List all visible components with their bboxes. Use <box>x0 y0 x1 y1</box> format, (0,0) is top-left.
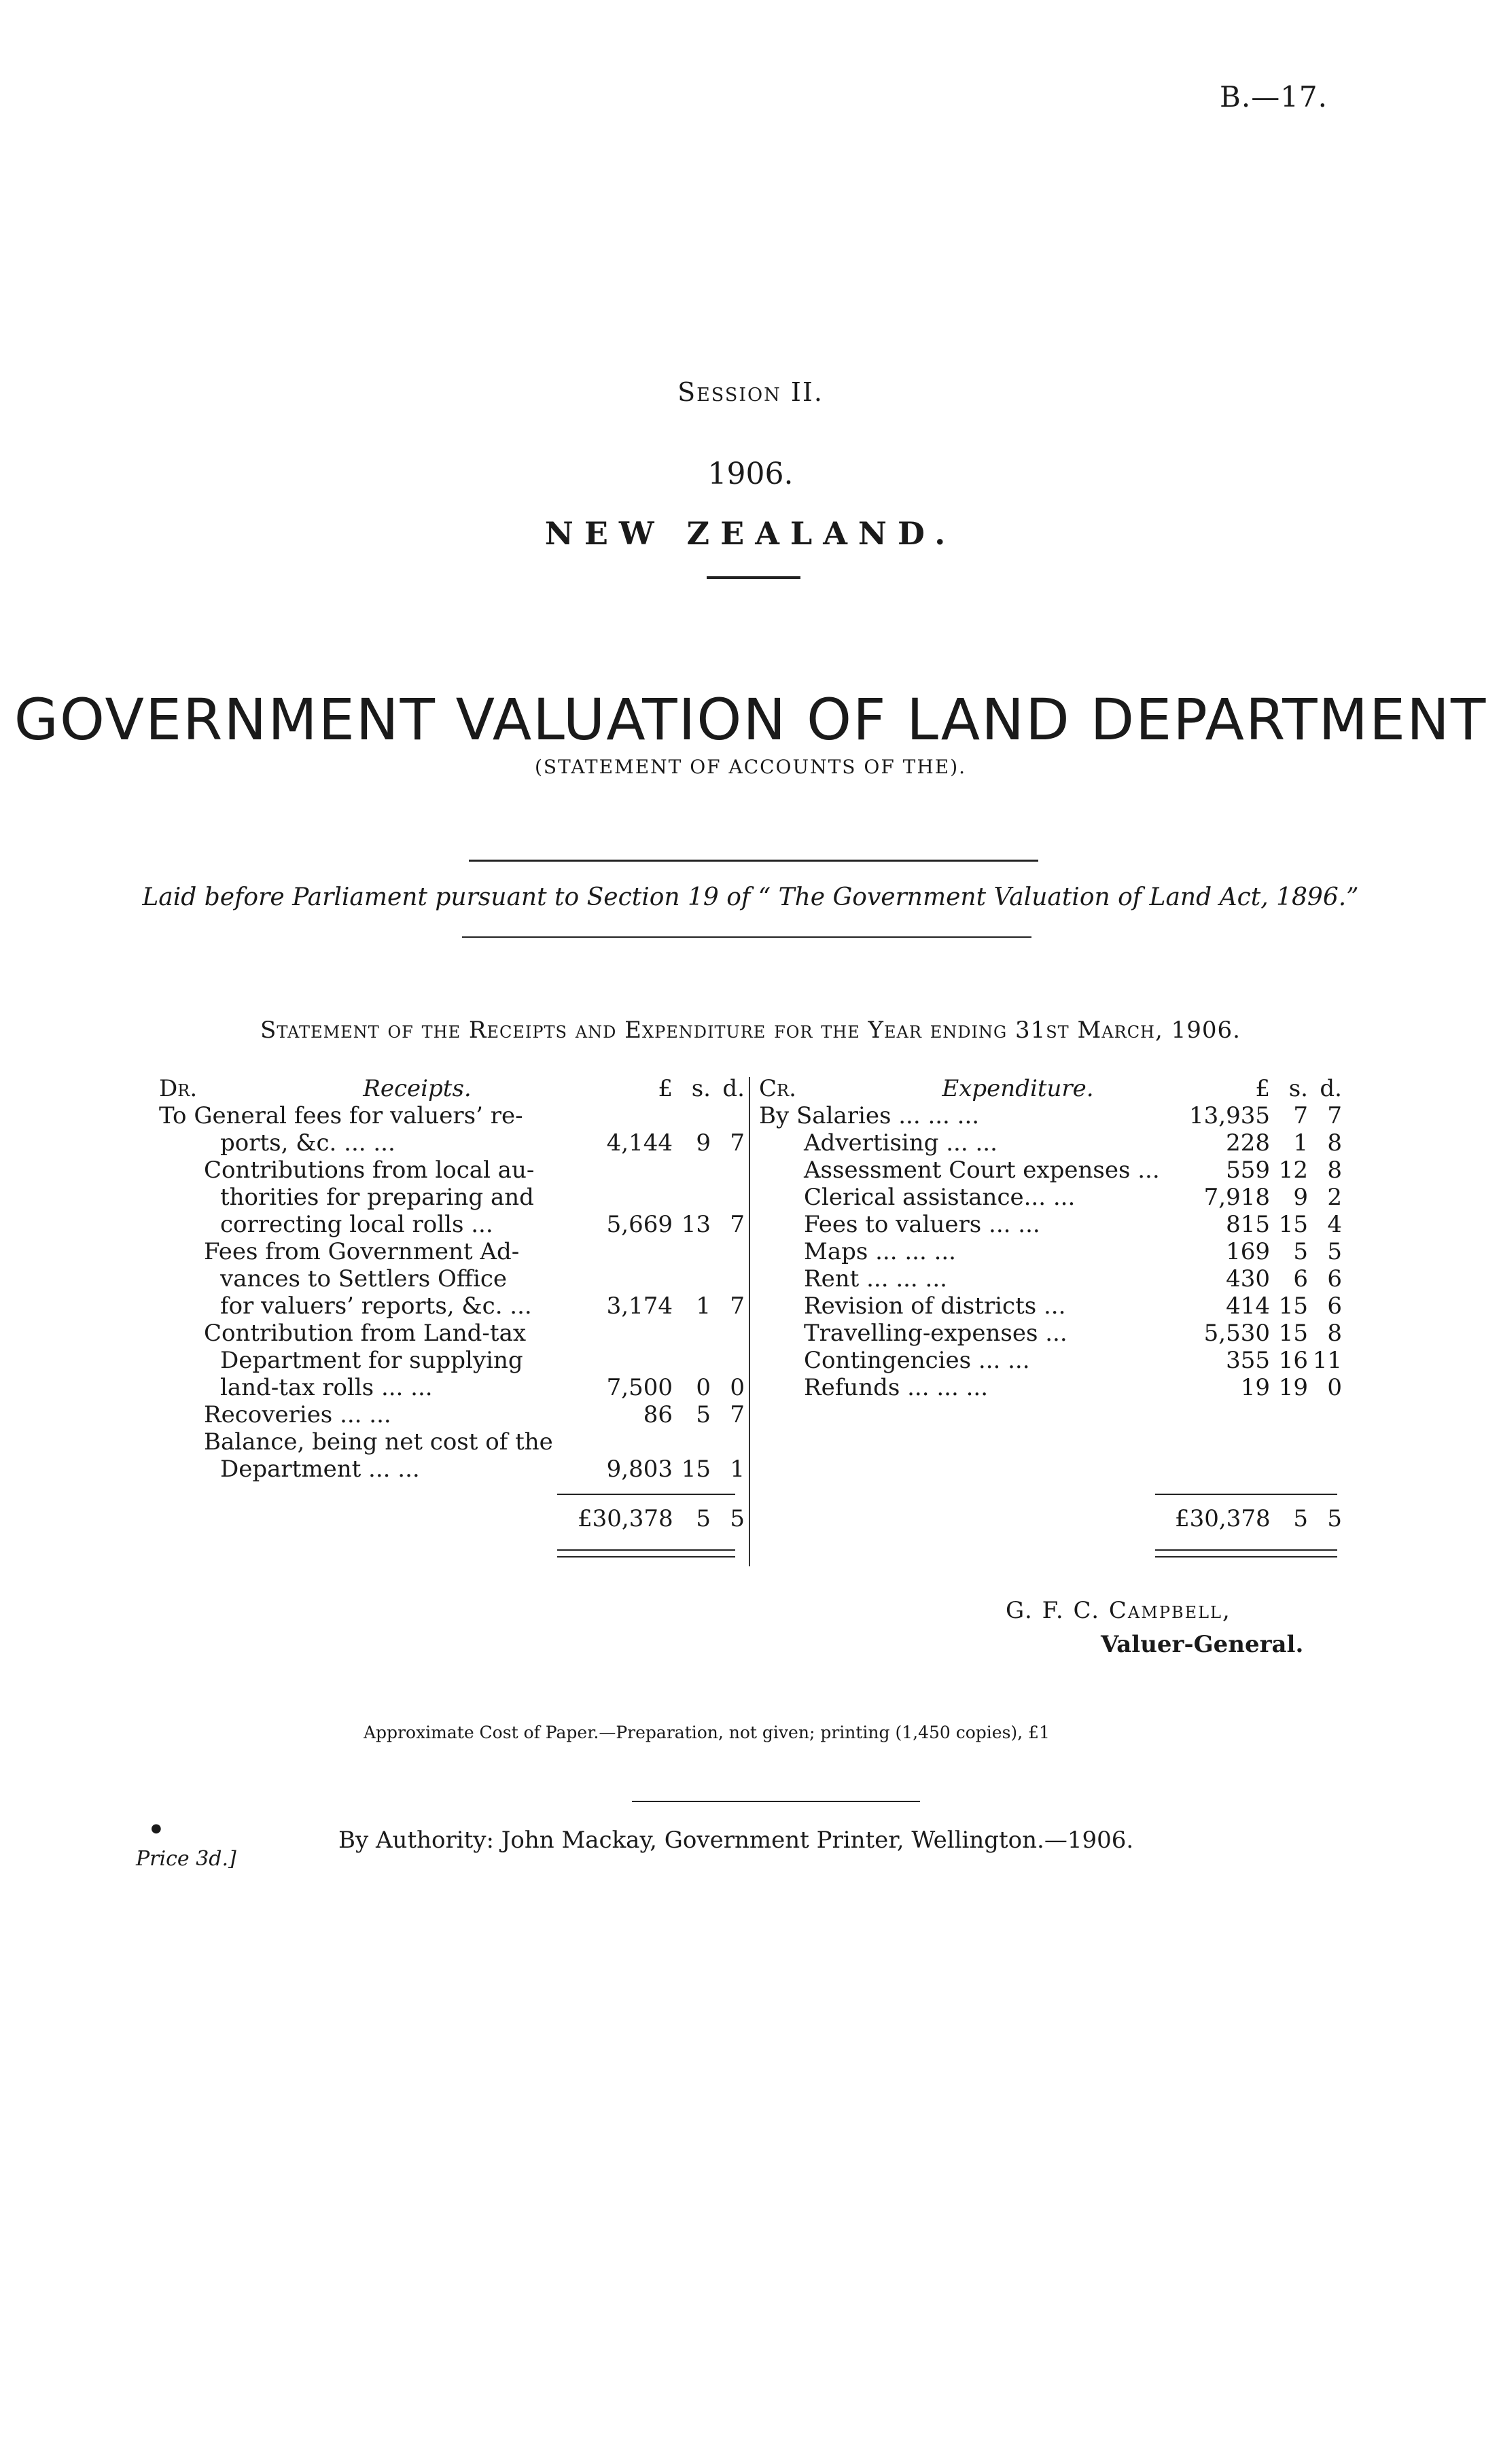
row-pounds: 3,174 <box>606 1292 673 1320</box>
table-row <box>759 1157 1342 1184</box>
row-description: land-tax rolls ... ... <box>220 1374 433 1401</box>
table-row <box>159 1374 745 1401</box>
row-description: Assessment Court expenses ... <box>804 1157 1160 1184</box>
row-pounds: 169 <box>1226 1238 1270 1265</box>
row-shillings: 15 <box>1278 1292 1308 1320</box>
receipts-total-pence: 5 <box>730 1505 745 1532</box>
row-shillings: 1 <box>696 1292 711 1320</box>
expenditure-total-shillings: 5 <box>1293 1505 1308 1532</box>
receipts-header-row <box>159 1075 745 1102</box>
row-shillings: 5 <box>696 1401 711 1428</box>
row-pence: 4 <box>1327 1211 1342 1238</box>
row-pounds: 86 <box>643 1401 673 1428</box>
expenditure-total-rule-bottom-2 <box>1155 1556 1337 1557</box>
row-pounds: 5,669 <box>606 1211 673 1238</box>
row-pence: 8 <box>1327 1320 1342 1347</box>
row-shillings: 15 <box>1278 1211 1308 1238</box>
expenditure-total-pounds: £30,378 <box>1175 1505 1271 1532</box>
laid-before-statement: Laid before Parliament pursuant to Section 19 of “ The Government Valuation of Land Act, 1896.” <box>142 883 1359 911</box>
table-row <box>159 1401 745 1428</box>
table-row <box>759 1320 1342 1347</box>
row-pounds: 559 <box>1226 1157 1270 1184</box>
table-row <box>159 1292 745 1320</box>
table-row <box>159 1347 745 1374</box>
row-shillings: 0 <box>696 1374 711 1401</box>
table-row <box>159 1428 745 1456</box>
row-pounds: 7,500 <box>606 1374 673 1401</box>
printer-imprint: By Authority: John Mackay, Government Printer, Wellington.—1906. <box>338 1827 1134 1854</box>
row-pence: 7 <box>730 1292 745 1320</box>
row-description: Contingencies ... ... <box>804 1347 1030 1374</box>
table-row <box>159 1238 745 1265</box>
expenditure-total-rule-top <box>1155 1494 1337 1495</box>
table-row <box>759 1102 1342 1129</box>
document-code: B.—17. <box>1219 80 1328 113</box>
year: 1906. <box>707 457 794 491</box>
row-description: Fees to valuers ... ... <box>804 1211 1040 1238</box>
row-shillings: 12 <box>1278 1157 1308 1184</box>
row-pence: 1 <box>730 1456 745 1483</box>
row-pounds: 4,144 <box>606 1129 673 1157</box>
row-description: Department ... ... <box>220 1456 420 1483</box>
row-description: Balance, being net cost of the <box>204 1428 553 1456</box>
column-divider <box>749 1077 750 1566</box>
expenditure-total-rule-bottom <box>1155 1549 1337 1551</box>
row-pounds: 430 <box>1226 1265 1270 1292</box>
row-pounds: 815 <box>1226 1211 1270 1238</box>
price-label: Price 3d.] <box>136 1847 236 1871</box>
row-pence: 0 <box>1327 1374 1342 1401</box>
statement-heading: Statement of the Receipts and Expenditure for the Year ending 31st March, 1906. <box>260 1017 1241 1044</box>
row-pence: 7 <box>730 1129 745 1157</box>
table-row <box>159 1320 745 1347</box>
receipts-total-rule-top <box>557 1494 735 1495</box>
row-description: Clerical assistance... ... <box>804 1184 1076 1211</box>
table-row <box>159 1129 745 1157</box>
dr-label: Dr. <box>159 1075 198 1102</box>
row-shillings: 15 <box>681 1456 711 1483</box>
pounds-column-header: £ <box>658 1075 673 1102</box>
signer-name: G. F. C. Campbell, <box>1006 1597 1231 1624</box>
row-pounds: 414 <box>1226 1292 1270 1320</box>
row-shillings: 9 <box>696 1129 711 1157</box>
document-title: GOVERNMENT VALUATION OF LAND DEPARTMENT <box>14 686 1487 753</box>
row-pence: 7 <box>730 1211 745 1238</box>
table-row <box>159 1102 745 1129</box>
row-description: Fees from Government Ad- <box>204 1238 520 1265</box>
document-subtitle: (STATEMENT OF ACCOUNTS OF THE). <box>534 756 967 778</box>
table-row <box>159 1456 745 1483</box>
row-shillings: 7 <box>1293 1102 1308 1129</box>
row-description: correcting local rolls ... <box>220 1211 493 1238</box>
row-pounds: 9,803 <box>606 1456 673 1483</box>
row-pence: 11 <box>1312 1347 1342 1374</box>
row-description: Recoveries ... ... <box>204 1401 391 1428</box>
row-shillings: 5 <box>1293 1238 1308 1265</box>
row-description: Contribution from Land-tax <box>204 1320 527 1347</box>
country-name: NEW ZEALAND. <box>544 515 957 552</box>
receipts-total-rule-bottom <box>557 1549 735 1551</box>
receipts-title: Receipts. <box>363 1075 472 1102</box>
row-pence: 0 <box>730 1374 745 1401</box>
row-description: Maps ... ... ... <box>804 1238 956 1265</box>
table-row <box>759 1347 1342 1374</box>
table-row <box>159 1211 745 1238</box>
cost-of-paper-note: Approximate Cost of Paper.—Preparation, not given; printing (1,450 copies), £1 <box>364 1723 1050 1742</box>
pounds-column-header: £ <box>1255 1075 1270 1102</box>
row-pounds: 13,935 <box>1189 1102 1270 1129</box>
expenditure-header-row <box>759 1075 1342 1102</box>
row-pence: 6 <box>1327 1292 1342 1320</box>
row-pounds: 7,918 <box>1203 1184 1270 1211</box>
table-row <box>759 1238 1342 1265</box>
table-row <box>159 1157 745 1184</box>
row-pence: 8 <box>1327 1157 1342 1184</box>
row-description: Advertising ... ... <box>804 1129 997 1157</box>
row-pence: 6 <box>1327 1265 1342 1292</box>
row-pence: 7 <box>730 1401 745 1428</box>
row-description: ports, &c. ... ... <box>220 1129 395 1157</box>
table-row <box>759 1211 1342 1238</box>
row-pence: 2 <box>1327 1184 1342 1211</box>
row-shillings: 16 <box>1278 1347 1308 1374</box>
pence-column-header: d. <box>722 1075 745 1102</box>
row-pence: 8 <box>1327 1129 1342 1157</box>
receipts-total-rule-bottom-2 <box>557 1556 735 1557</box>
row-description: vances to Settlers Office <box>220 1265 508 1292</box>
short-rule <box>707 576 800 579</box>
expenditure-table <box>759 1075 1342 1401</box>
row-pounds: 228 <box>1226 1129 1270 1157</box>
cr-label: Cr. <box>759 1075 796 1102</box>
session-label: Session II. <box>677 377 824 407</box>
pence-column-header: d. <box>1320 1075 1342 1102</box>
row-shillings: 6 <box>1293 1265 1308 1292</box>
table-row <box>759 1129 1342 1157</box>
receipts-total <box>578 1505 745 1532</box>
shillings-column-header: s. <box>1288 1075 1308 1102</box>
receipts-table <box>159 1075 745 1483</box>
shillings-column-header: s. <box>691 1075 711 1102</box>
row-pounds: 355 <box>1226 1347 1270 1374</box>
row-description: Rent ... ... ... <box>804 1265 947 1292</box>
row-description: thorities for preparing and <box>220 1184 534 1211</box>
row-pence: 5 <box>1327 1238 1342 1265</box>
table-row <box>159 1184 745 1211</box>
table-row <box>159 1265 745 1292</box>
expenditure-total-pence: 5 <box>1327 1505 1342 1532</box>
imprint-rule <box>632 1801 920 1802</box>
row-shillings: 13 <box>681 1211 711 1238</box>
row-description: By Salaries ... ... ... <box>759 1102 980 1129</box>
row-pence: 7 <box>1327 1102 1342 1129</box>
rule-above-laid <box>469 860 1038 862</box>
row-pounds: 5,530 <box>1203 1320 1270 1347</box>
rule-below-laid <box>462 936 1031 938</box>
row-shillings: 9 <box>1293 1184 1308 1211</box>
row-description: Contributions from local au- <box>204 1157 535 1184</box>
signer-title: Valuer-General. <box>1101 1631 1304 1658</box>
row-description: Refunds ... ... ... <box>804 1374 989 1401</box>
bullet-mark: ● <box>151 1821 162 1835</box>
receipts-total-shillings: 5 <box>696 1505 711 1532</box>
row-description: Travelling-expenses ... <box>804 1320 1067 1347</box>
row-shillings: 15 <box>1278 1320 1308 1347</box>
receipts-total-pounds: £30,378 <box>578 1505 673 1532</box>
row-description: Revision of districts ... <box>804 1292 1066 1320</box>
table-row <box>759 1265 1342 1292</box>
row-description: for valuers’ reports, &c. ... <box>220 1292 532 1320</box>
expenditure-total <box>1175 1505 1342 1532</box>
table-row <box>759 1374 1342 1401</box>
row-pounds: 19 <box>1240 1374 1270 1401</box>
row-shillings: 1 <box>1293 1129 1308 1157</box>
row-shillings: 19 <box>1278 1374 1308 1401</box>
expenditure-title: Expenditure. <box>942 1075 1094 1102</box>
table-row <box>759 1184 1342 1211</box>
row-description: To General fees for valuers’ re- <box>159 1102 523 1129</box>
table-row <box>759 1292 1342 1320</box>
row-description: Department for supplying <box>220 1347 523 1374</box>
